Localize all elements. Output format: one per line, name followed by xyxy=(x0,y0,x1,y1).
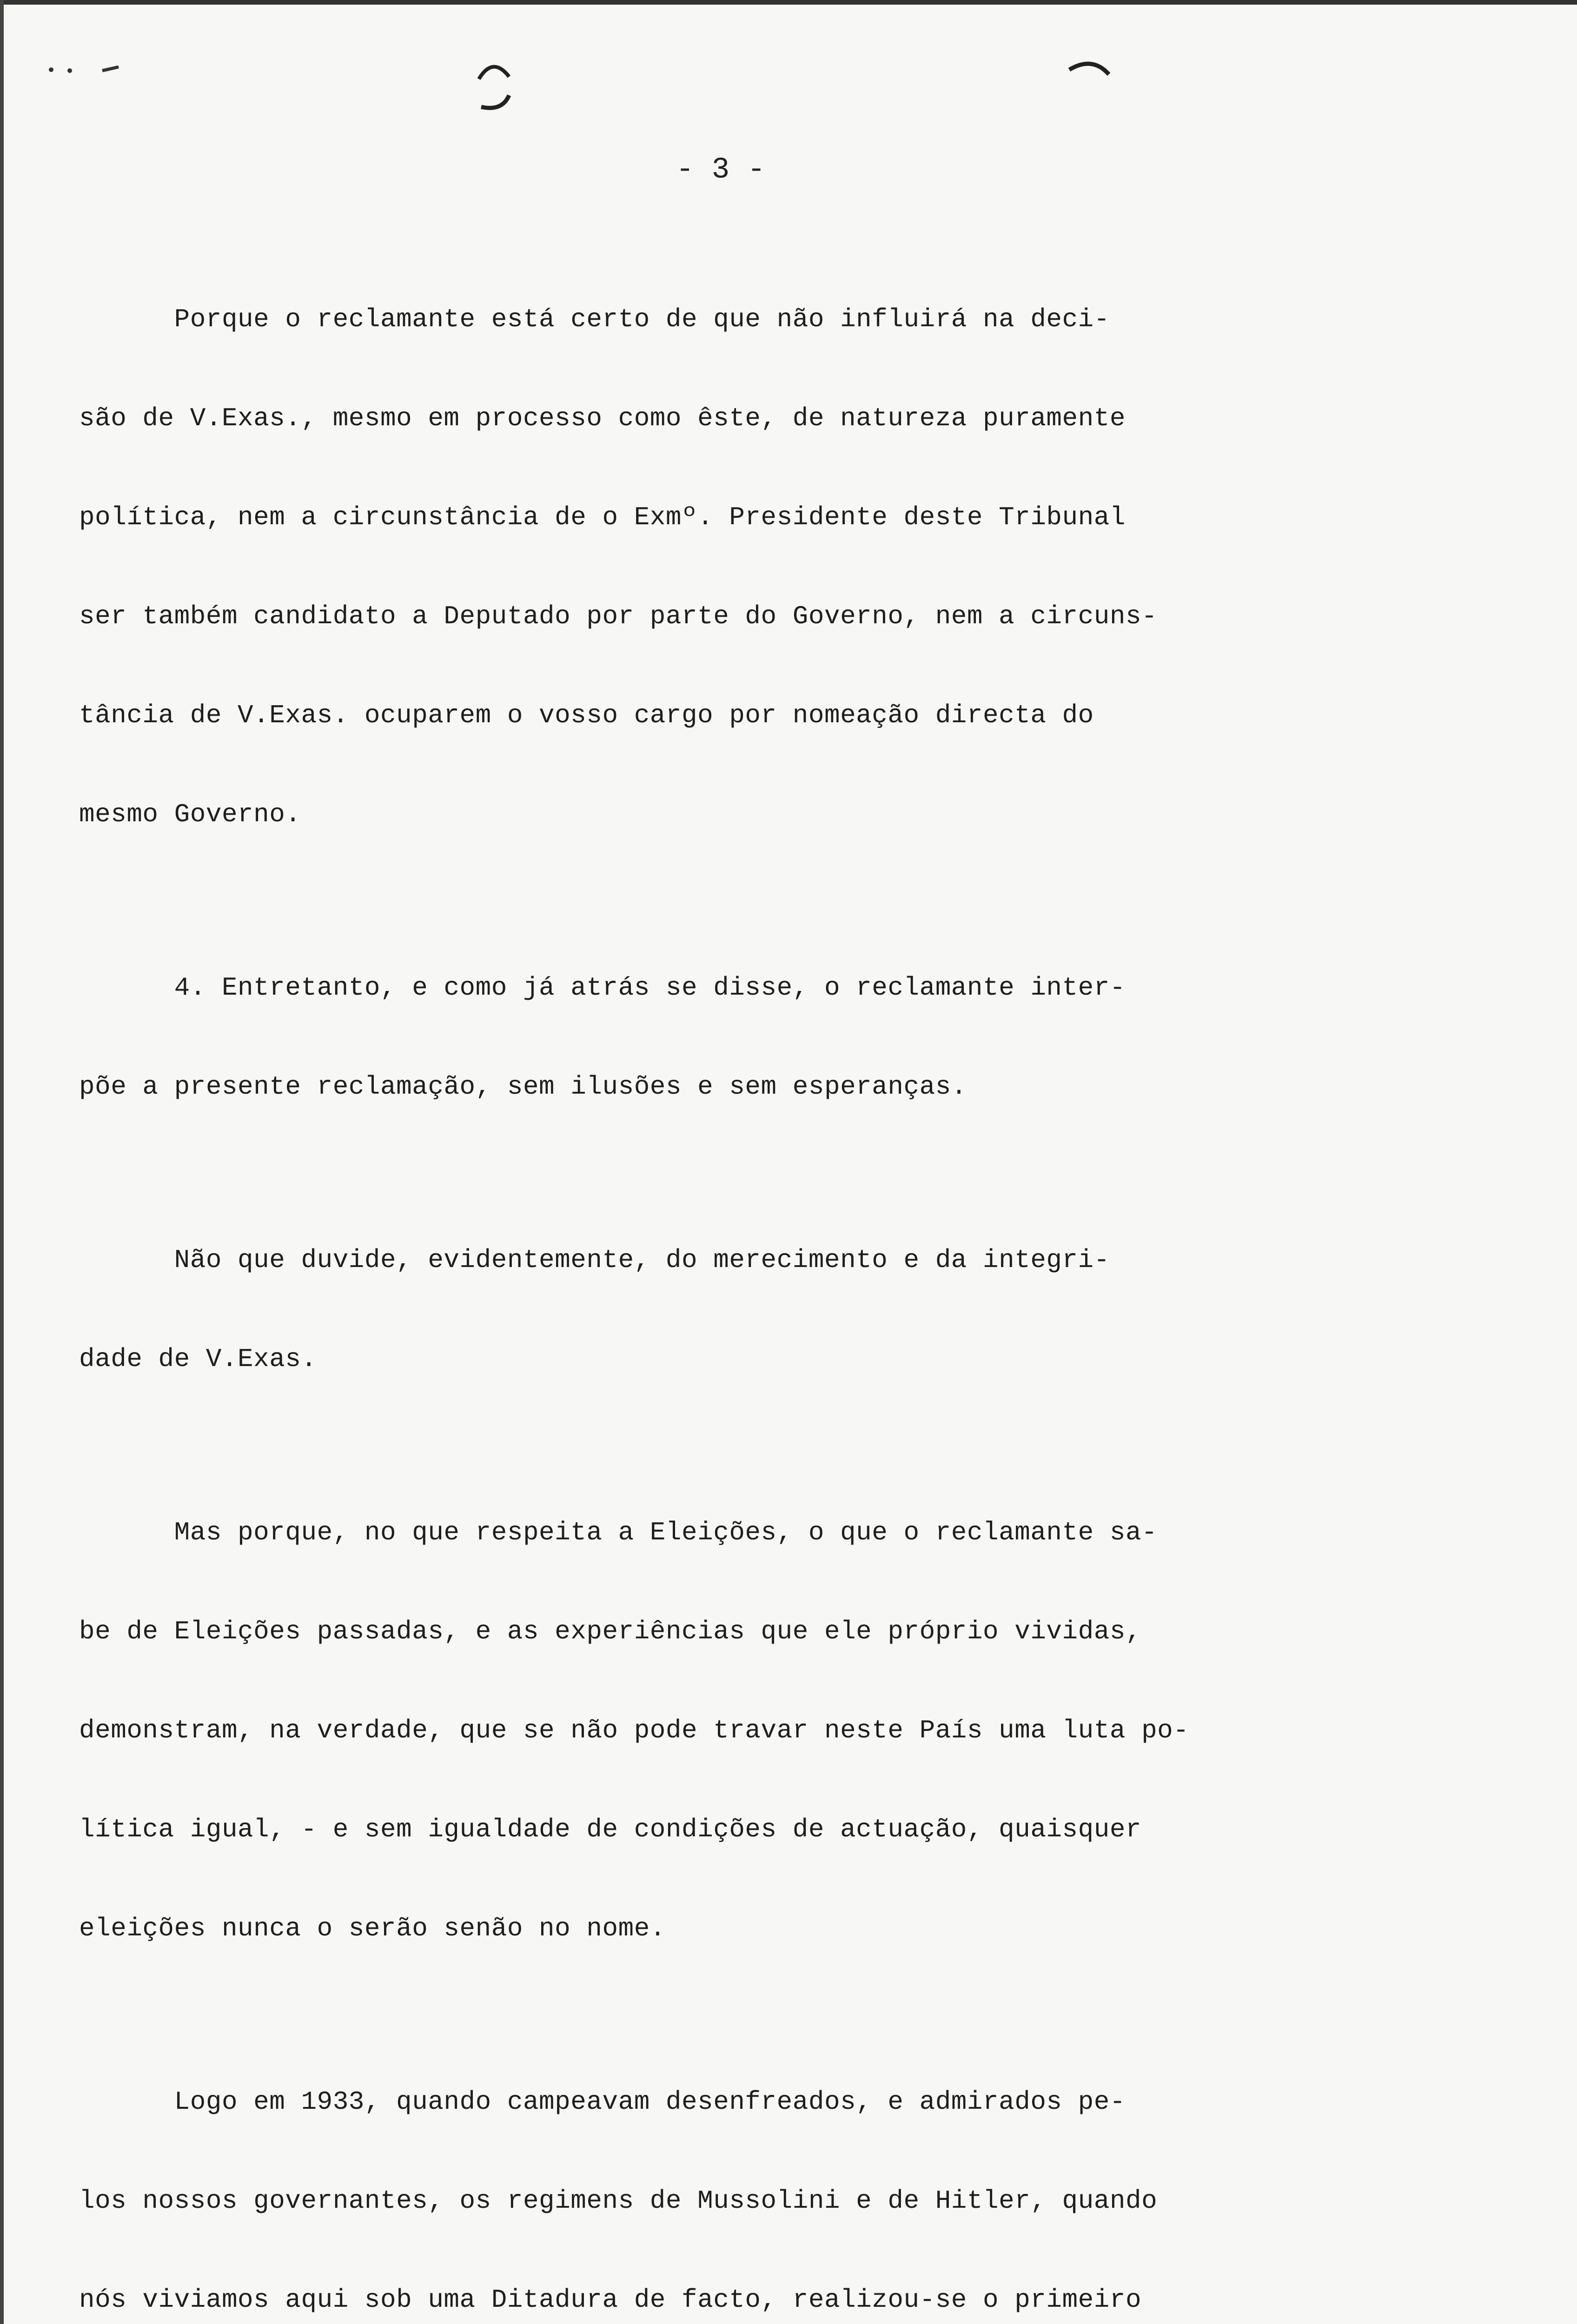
text-line: be de Eleições passadas, e as experiências que ele próprio vividas, xyxy=(79,1617,1142,1646)
text-line: eleições nunca o serão senão no nome. xyxy=(79,1914,666,1943)
text-line: 4. Entretanto, e como já atrás se disse, o reclamante inter- xyxy=(79,973,1126,1003)
text-line: ser também candidato a Deputado por parte do Governo, nem a circuns- xyxy=(79,601,1158,631)
text-line: nós viviamos aqui sob uma Ditadura de facto, realizou-se o primeiro xyxy=(79,2285,1142,2315)
text-line: Mas porque, no que respeita a Eleições, o que o reclamante sa- xyxy=(79,1518,1158,1547)
text-line: lítica igual, - e sem igualdade de condições de actuação, quaisquer xyxy=(79,1815,1142,1844)
document-body xyxy=(79,237,1427,2324)
text-line: mesmo Governo. xyxy=(79,799,301,829)
text-line: demonstram, na verdade, que se não pode travar neste País uma luta po- xyxy=(79,1716,1189,1745)
text-line: Porque o reclamante está certo de que não influirá na deci- xyxy=(79,304,1110,334)
scan-edge-left xyxy=(0,0,4,2324)
text-line: los nossos governantes, os regimens de Mussolini e de Hitler, quando xyxy=(79,2186,1158,2216)
scan-edge-top xyxy=(0,0,1577,5)
text-line: põe a presente reclamação, sem ilusões e sem esperanças. xyxy=(79,1072,967,1102)
text-line: são de V.Exas., mesmo em processo como êste, de natureza puramente xyxy=(79,403,1126,433)
text-line: dade de V.Exas. xyxy=(79,1344,317,1374)
punch-hole-top-left-icon xyxy=(465,51,521,116)
punch-hole-top-right-icon xyxy=(1060,51,1116,88)
text-line: Não que duvide, evidentemente, do merecimento e da integri- xyxy=(79,1245,1110,1275)
text-line: Logo em 1933, quando campeavam desenfreados, e admirados pe- xyxy=(79,2087,1126,2117)
scan-dots-top-left-icon xyxy=(42,60,126,79)
text-line: tância de V.Exas. ocuparem o vosso cargo por nomeação directa do xyxy=(79,700,1094,730)
text-line: política, nem a circunstância de o Exmº. Presidente deste Tribunal xyxy=(79,502,1126,532)
page-number: - 3 - xyxy=(676,153,766,187)
